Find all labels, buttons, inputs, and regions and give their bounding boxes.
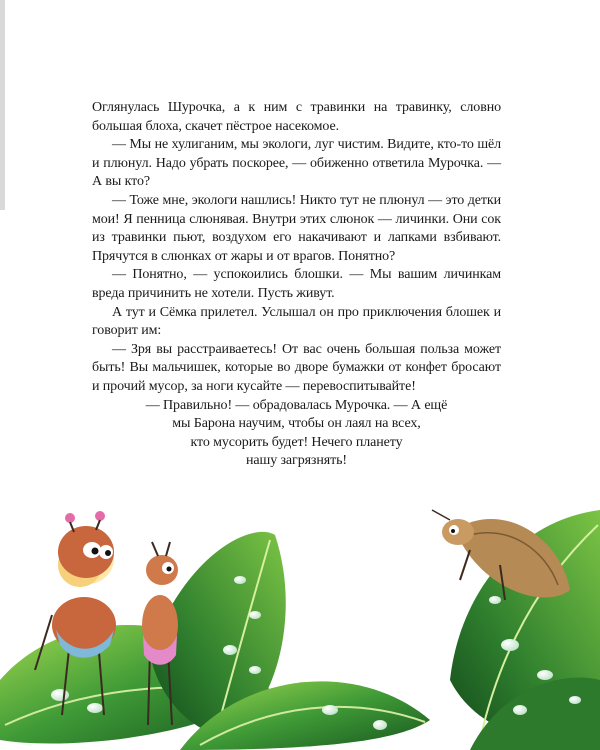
closing-line: нашу загрязнять!	[246, 453, 347, 469]
illustration	[0, 440, 600, 750]
paragraph: Оглянулась Шурочка, а к ним с травинки на травинку, словно большая блоха, скачет пёстрое насекомое.	[92, 100, 501, 134]
paragraph: — Понятно, — успокоились блошки. — Мы вашим личинкам вреда причинить не хотели. Пусть живут.	[92, 267, 501, 301]
paragraph: — Тоже мне, экологи нашлись! Никто тут не плюнул — это детки мои! Я пенница слюнявая. Внутри этих слюнок — личинки. Они сок из травинки пьют, воздухом его накачивают и лапками взбивают. Прячутся в слюнках от жары и от врагов. Понятно?	[92, 192, 501, 264]
closing-line: кто мусорить будет! Нечего планету	[190, 434, 403, 450]
paragraph: — Мы не хулиганим, мы экологи, луг чистим. Видите, кто-то шёл и плюнул. Надо убрать поскорее, — обиженно ответила Мурочка. — А вы кто?	[92, 137, 501, 190]
closing-line: — Правильно! — обрадовалась Мурочка. — А ещё	[145, 397, 448, 413]
page-edge-shadow	[0, 0, 5, 210]
closing-line: мы Барона научим, чтобы он лаял на всех,	[172, 416, 421, 432]
paragraph: — Зря вы расстраиваетесь! От вас очень большая польза может быть! Вы мальчишек, которые во дворе бумажки от конфет бросают и прочий мусор, за ноги кусайте — перевоспитывайте!	[92, 341, 501, 394]
paragraph: А тут и Сёмка прилетел. Услышал он про приключения блошек и говорит им:	[92, 304, 501, 339]
story-text	[92, 99, 501, 471]
